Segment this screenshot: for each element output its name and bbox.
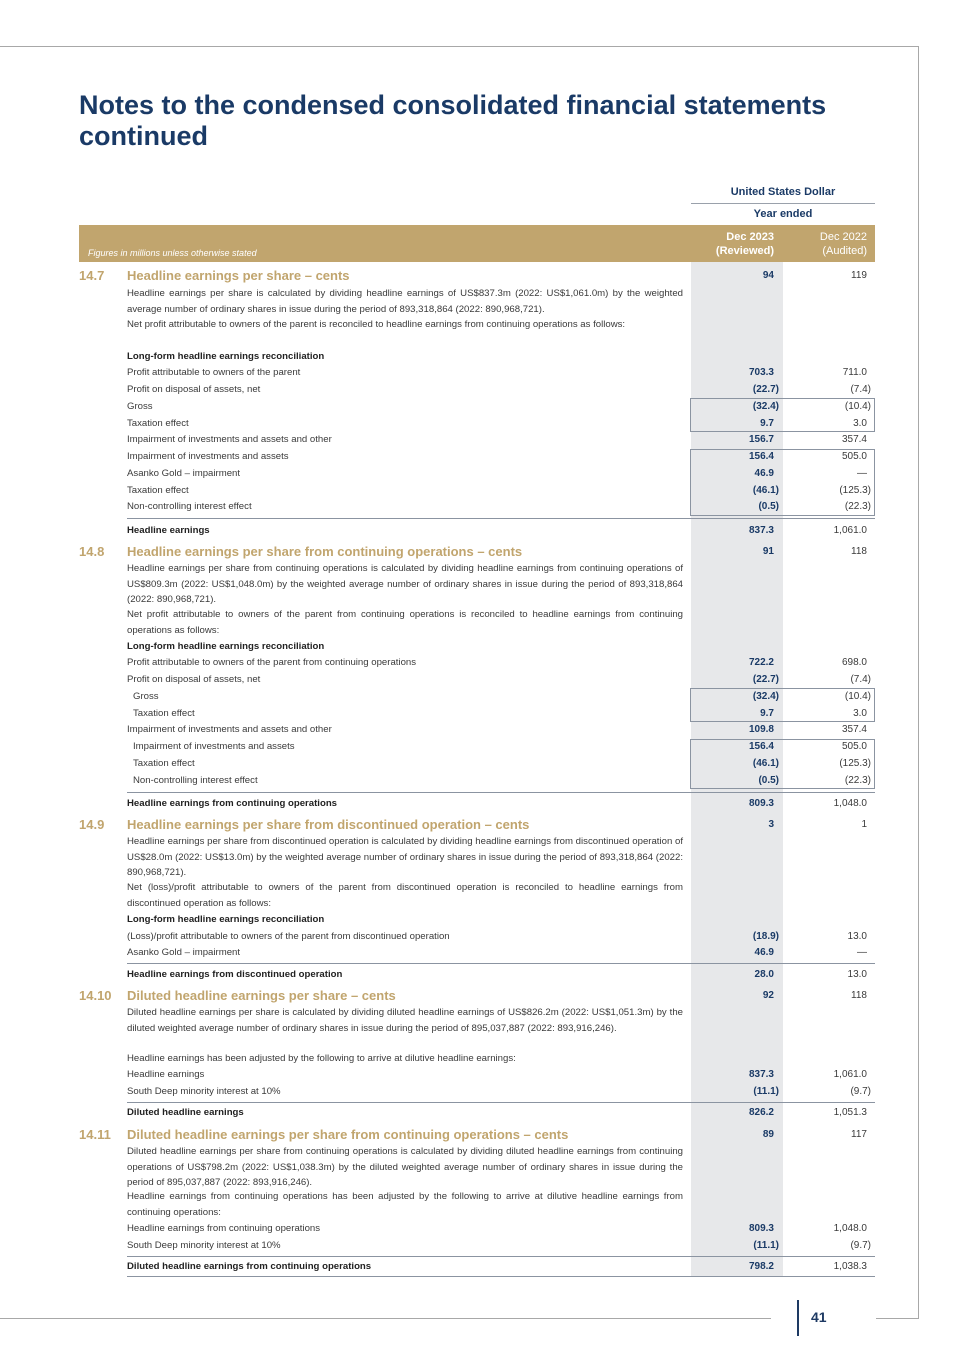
row-value-2023: 837.3: [748, 1069, 774, 1080]
row-value-2022: (125.3): [839, 485, 871, 496]
total-rule: [127, 963, 875, 964]
total-label: Diluted headline earnings: [127, 1107, 244, 1118]
column-header-2023-line2: (Reviewed): [715, 245, 774, 257]
page-frame-bottom: [0, 1318, 771, 1319]
row-label: Asanko Gold – impairment: [127, 468, 241, 479]
total-rule: [127, 518, 875, 519]
row-label: Impairment of investments and assets and other: [127, 724, 332, 735]
row-value-2023: 156.4: [748, 451, 774, 462]
total-value-2023: 826.2: [748, 1107, 774, 1118]
row-value-2023: 109.8: [748, 724, 774, 735]
row-label: Impairment of investments and assets and other: [127, 434, 332, 445]
total-value-2022: 1,061.0: [833, 525, 867, 536]
row-label: Profit attributable to owners of the parent: [127, 367, 301, 378]
note-number: 14.8: [79, 544, 105, 559]
total-value-2023: 809.3: [748, 798, 774, 809]
figures-note: Figures in millions unless otherwise stated: [88, 248, 257, 258]
column-header-2022: [780, 230, 867, 258]
total-label: Headline earnings: [127, 525, 210, 536]
column-header-2023-line1: Dec 2023: [726, 231, 774, 243]
row-label: Gross: [133, 691, 159, 702]
row-label: Taxation effect: [133, 708, 195, 719]
row-value-2023: 703.3: [748, 367, 774, 378]
note-number: 14.9: [79, 817, 105, 832]
subheading: Long-form headline earnings reconciliation: [127, 641, 325, 652]
row-value-2023: (0.5): [758, 775, 779, 786]
row-value-2022: (10.4): [844, 401, 871, 412]
subheading: Long-form headline earnings reconciliation: [127, 351, 325, 362]
note-number: 14.10: [79, 988, 112, 1003]
row-value-2022: 505.0: [841, 741, 867, 752]
row-value-2023: (0.5): [758, 501, 779, 512]
row-value-2023: 809.3: [748, 1223, 774, 1234]
row-label: Gross: [127, 401, 153, 412]
row-value-2022: (7.4): [850, 674, 871, 685]
row-value-2023: (11.1): [753, 1240, 779, 1251]
row-label: Taxation effect: [127, 418, 189, 429]
page-frame-top: [0, 46, 919, 47]
row-value-2023: (18.9): [752, 931, 779, 942]
row-value-2022: —: [857, 468, 867, 479]
bottom-rule: [127, 1276, 875, 1277]
row-value-2023: 156.4: [748, 741, 774, 752]
note-paragraph: Diluted headline earnings per share is calculated by dividing diluted headline earnings of US$826.2m (2022: US$1,051.3m) by the diluted weighted average number of ordinary shares in issue during the period of 895,037,887 (2022: 893,916,246).: [127, 1007, 683, 1034]
eps-value-2023: 3: [768, 819, 774, 830]
note-paragraph: Net profit attributable to owners of the parent from continuing operations is reconciled to headline earnings from continuing operations as follows:: [127, 609, 683, 636]
row-label: South Deep minority interest at 10%: [127, 1240, 281, 1251]
total-value-2023: 837.3: [748, 525, 774, 536]
total-rule: [127, 1102, 875, 1103]
eps-value-2022: 119: [851, 270, 867, 281]
row-value-2022: 13.0: [847, 931, 867, 942]
row-value-2023: (22.7): [752, 384, 779, 395]
page-frame-right: [918, 46, 919, 1319]
note-paragraph: Headline earnings from continuing operations has been adjusted by the following to arrive at dilutive headline earnings from continuing operations:: [127, 1191, 683, 1218]
page-number: 41: [811, 1309, 827, 1325]
note-number: 14.7: [79, 268, 105, 283]
row-value-2022: (9.7): [850, 1240, 871, 1251]
row-value-2022: (22.3): [844, 775, 871, 786]
total-rule: [127, 1256, 875, 1257]
row-value-2023: (46.1): [752, 758, 779, 769]
row-value-2023: 156.7: [748, 434, 774, 445]
header-divider: [691, 203, 875, 204]
column-header-2022-line1: Dec 2022: [819, 231, 867, 243]
row-value-2022: 3.0: [853, 708, 867, 719]
row-value-2022: (7.4): [850, 384, 871, 395]
page-title: Notes to the condensed consolidated financial statements continued: [79, 90, 827, 151]
row-value-2022: 357.4: [841, 724, 867, 735]
row-label: Taxation effect: [127, 485, 189, 496]
row-value-2023: 46.9: [754, 947, 774, 958]
note-paragraph: Diluted headline earnings per share from continuing operations is calculated by dividing diluted headline earnings from continuing operations of US$798.2m (2022: US$1,038.3m) by the diluted weighted average number of ordinary shares in issue during the period of 895,037,887 (2022: 893,916,246).: [127, 1146, 683, 1188]
row-label: South Deep minority interest at 10%: [127, 1086, 281, 1097]
row-value-2023: (32.4): [752, 401, 779, 412]
note-title: Diluted headline earnings per share from continuing operations – cents: [127, 1127, 569, 1142]
note-paragraph: Headline earnings per share is calculated by dividing headline earnings of US$837.3m (2022: US$1,061.0m) by the weighted average number of ordinary shares in issue during the period of 893,318,864 (2022: 890,968,721).: [127, 288, 683, 315]
row-label: Taxation effect: [133, 758, 195, 769]
note-paragraph: Headline earnings per share from discontinued operation is calculated by dividing headline earnings from discontinued operation of US$28.0m (2022: US$13.0m) by the weighted average number of ordinary shares in issue during the period of 893,318,864 (2022: 890,968,721).: [127, 836, 683, 878]
row-label: Profit attributable to owners of the parent from continuing operations: [127, 657, 417, 668]
row-label: Headline earnings: [127, 1069, 205, 1080]
eps-value-2023: 89: [762, 1129, 774, 1140]
row-value-2023: 722.2: [748, 657, 774, 668]
eps-value-2022: 1: [861, 819, 867, 830]
note-paragraph: Net profit attributable to owners of the parent is reconciled to headline earnings from continuing operations as follows:: [127, 319, 626, 330]
subheading: Long-form headline earnings reconciliation: [127, 914, 325, 925]
note-number: 14.11: [79, 1127, 111, 1142]
page-frame-bottom-right: [876, 1318, 919, 1319]
row-value-2023: 9.7: [760, 708, 774, 719]
total-value-2022: 1,038.3: [833, 1261, 867, 1272]
row-value-2022: (10.4): [844, 691, 871, 702]
total-value-2022: 13.0: [847, 969, 867, 980]
row-value-2022: (22.3): [844, 501, 871, 512]
total-value-2022: 1,051.3: [833, 1107, 867, 1118]
row-label: Headline earnings from continuing operations: [127, 1223, 321, 1234]
row-value-2023: (22.7): [752, 674, 779, 685]
row-label: Non-controlling interest effect: [127, 501, 252, 512]
page-number-divider: [797, 1300, 799, 1336]
row-value-2022: (125.3): [839, 758, 871, 769]
row-value-2023: 9.7: [760, 418, 774, 429]
row-value-2023: 46.9: [754, 468, 774, 479]
note-title: Headline earnings per share from discontinued operation – cents: [127, 817, 530, 832]
eps-value-2023: 92: [762, 990, 774, 1001]
note-paragraph: Headline earnings per share from continuing operations is calculated by dividing headline earnings from continuing operations of US$809.3m (2022: US$1,048.0m) by the weighted average number of ordinary shares in issue during the period of 893,318,864 (2022: 890,968,721).: [127, 563, 683, 605]
period-header: Year ended: [753, 208, 813, 220]
note-title: Headline earnings per share from continuing operations – cents: [127, 544, 523, 559]
row-value-2022: 505.0: [841, 451, 867, 462]
row-value-2023: (46.1): [752, 485, 779, 496]
total-label: Diluted headline earnings from continuing operations: [127, 1261, 372, 1272]
row-value-2022: 711.0: [842, 367, 867, 378]
column-header-2023: [690, 230, 774, 258]
row-value-2022: 3.0: [853, 418, 867, 429]
row-label: Impairment of investments and assets: [133, 741, 295, 752]
note-paragraph: Headline earnings has been adjusted by the following to arrive at dilutive headline earnings:: [127, 1053, 516, 1064]
row-label: (Loss)/profit attributable to owners of the parent from discontinued operation: [127, 931, 450, 942]
eps-value-2023: 94: [762, 270, 774, 281]
total-value-2023: 28.0: [754, 969, 774, 980]
row-value-2022: 698.0: [841, 657, 867, 668]
total-value-2023: 798.2: [748, 1261, 774, 1272]
currency-header: United States Dollar: [730, 186, 836, 198]
row-label: Profit on disposal of assets, net: [127, 384, 261, 395]
row-value-2022: (9.7): [850, 1086, 871, 1097]
row-label: Asanko Gold – impairment: [127, 947, 241, 958]
note-title: Diluted headline earnings per share – cents: [127, 988, 396, 1003]
row-value-2022: —: [857, 947, 867, 958]
row-label: Non-controlling interest effect: [133, 775, 258, 786]
row-value-2023: (11.1): [753, 1086, 779, 1097]
eps-value-2022: 117: [851, 1129, 867, 1140]
total-label: Headline earnings from discontinued operation: [127, 969, 343, 980]
row-value-2022: 1,048.0: [833, 1223, 867, 1234]
total-rule: [127, 792, 875, 793]
row-label: Impairment of investments and assets: [127, 451, 289, 462]
note-paragraph: Net (loss)/profit attributable to owners of the parent from discontinued operation is reconciled to headline earnings from discontinued operation as follows:: [127, 882, 683, 909]
eps-value-2022: 118: [851, 546, 867, 557]
eps-value-2022: 118: [851, 990, 867, 1001]
total-value-2022: 1,048.0: [833, 798, 867, 809]
row-label: Profit on disposal of assets, net: [127, 674, 261, 685]
eps-value-2023: 91: [762, 546, 774, 557]
row-value-2022: 1,061.0: [833, 1069, 867, 1080]
total-label: Headline earnings from continuing operations: [127, 798, 338, 809]
row-value-2022: 357.4: [841, 434, 867, 445]
row-value-2023: (32.4): [752, 691, 779, 702]
note-title: Headline earnings per share – cents: [127, 268, 350, 283]
column-header-2022-line2: (Audited): [822, 245, 867, 257]
